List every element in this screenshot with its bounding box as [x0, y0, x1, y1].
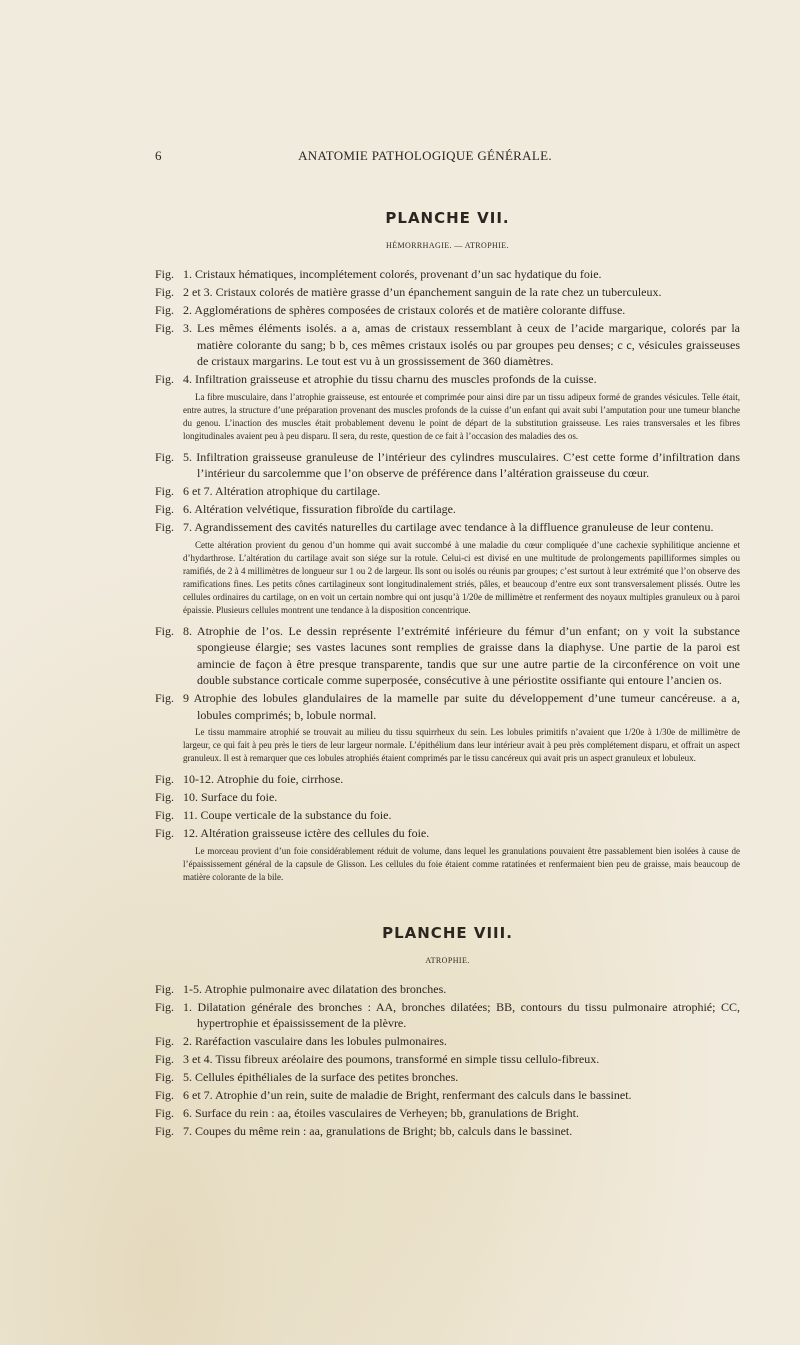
- figure-caption: [155, 519, 740, 536]
- plate-subtitle: HÉMORRHAGIE. — ATROPHIE.: [386, 241, 509, 250]
- figure-label: Fig.: [155, 772, 175, 786]
- figure-text: 12. Altération graisseuse ictère des cellules du foie.: [183, 826, 430, 840]
- figure-text: 1. Cristaux hématiques, incomplétement colorés, provenant d’un sac hydatique du foie.: [183, 267, 602, 281]
- section-gap: [155, 890, 740, 918]
- running-head: [155, 148, 655, 164]
- figure-note: Cette altération provient du genou d’un homme qui avait succombé à une maladie du cœur compliquée d’une cachexie syphilitique ancienne et d’hydarthrose. L’altération du cartilage avait son siége sur la rotule. Celui-ci est divisé en une multitude de prolongements papilliformes simples ou ramifiés, de 2 à 4 millimètres de longueur sur 1 ou 2 de largeur. Ils sont ou isolés ou réunis par groupes; c’est surtout à leur extrémité que l’on observe des ramifications fines. Les petits cônes cartilagineux sont longitudinalement striés, pâles, et beaucoup d’entre eux sont transversalement plissés. Outre les cellules ordinaires du cartilage, on en voit un certain nombre qui ont jusqu’à 1/20e de millimètre et renferment des noyaux multiples granuleux ou à paroi épaissie. Plusieurs cellules montrent une tendance à la disposition concentrique.: [183, 539, 740, 615]
- figure-label: Fig.: [155, 520, 175, 534]
- figure-text: 11. Coupe verticale de la substance du foie.: [183, 808, 392, 822]
- figure-text: 2. Raréfaction vasculaire dans les lobules pulmonaires.: [183, 1034, 447, 1048]
- plate-section: [155, 924, 740, 1140]
- plate-title: PLANCHE VII.: [385, 209, 510, 227]
- figure-caption: [155, 284, 740, 301]
- figure-text: 8. Atrophie de l’os. Le dessin représente l’extrémité inférieure du fémur d’un enfant; on y voit la substance spongieuse élargie; ses vastes lacunes sont remplies de graisse dans la diaphyse. Une partie de la paroi est amincie de façon à être presque transparente, tandis que sur une autre partie de la circonférence on voit une double substance corticale comme superposée, consécutive à une périostite ossifiante qui entoure l’ancien os.: [183, 623, 740, 687]
- figure-label: Fig.: [155, 808, 175, 822]
- figure-text: 6. Altération velvétique, fissuration fibroïde du cartilage.: [183, 502, 456, 516]
- figure-label: Fig.: [155, 285, 175, 299]
- figure-caption: [155, 1087, 740, 1104]
- figure-caption: [155, 690, 740, 723]
- figure-text: 2 et 3. Cristaux colorés de matière grasse d’un épanchement sanguin de la rate chez un tuberculeux.: [183, 285, 662, 299]
- figure-text: 10-12. Atrophie du foie, cirrhose.: [183, 772, 344, 786]
- figure-caption: [155, 623, 740, 689]
- figure-caption: [155, 1105, 740, 1122]
- plate-section: [155, 209, 740, 884]
- figure-label: Fig.: [155, 1052, 175, 1066]
- figure-caption: [155, 449, 740, 482]
- figure-text: 5. Cellules épithéliales de la surface des petites bronches.: [183, 1070, 459, 1084]
- figure-label: Fig.: [155, 321, 175, 335]
- figure-text: 1. Dilatation générale des bronches : AA, bronches dilatées; BB, contours du tissu pulmonaire atrophié; CC, hypertrophie et épaississement de la plèvre.: [183, 999, 740, 1030]
- figure-text: 5. Infiltration graisseuse granuleuse de l’intérieur des cylindres musculaires. C’est cette forme d’infiltration dans l’intérieur du sarcolemme que l’on observe de préférence dans l’altération graisseuse du cœur.: [183, 449, 740, 480]
- figure-note: Le tissu mammaire atrophié se trouvait au milieu du tissu squirrheux du sein. Les lobules primitifs n’avaient que 1/20e à 1/30e de millimètre de largeur, ce qui fait à peu près le tiers de leur largeur normale. L’épithélium dans leur intérieur avait à peu près complétement disparu, et offrait un aspect granuleux. Il est à remarquer que ces lobules atrophiés étaient comprimés par le tissu cancéreux qui avait pris un aspect granuleux et lobuleux.: [183, 727, 740, 763]
- figure-text: 9 Atrophie des lobules glandulaires de la mamelle par suite du développement d’une tumeur cancéreuse. a a, lobules comprimés; b, lobule normal.: [183, 691, 740, 722]
- figure-label: Fig.: [155, 999, 175, 1014]
- figure-text: 6 et 7. Altération atrophique du cartilage.: [183, 484, 381, 498]
- figure-label: Fig.: [155, 623, 175, 638]
- figure-caption: [155, 789, 740, 806]
- figure-caption: [155, 266, 740, 283]
- figure-label: Fig.: [155, 1088, 175, 1102]
- figure-text: 6 et 7. Atrophie d’un rein, suite de maladie de Bright, renfermant des calculs dans le bassinet.: [183, 1088, 632, 1102]
- figure-text: 1-5. Atrophie pulmonaire avec dilatation des bronches.: [183, 981, 447, 996]
- figure-label: Fig.: [155, 1070, 175, 1084]
- figure-text: 4. Infiltration graisseuse et atrophie du tissu charnu des muscles profonds de la cuisse.: [183, 372, 597, 386]
- figure-note: Le morceau provient d’un foie considérablement réduit de volume, dans lequel les granulations pouvaient être passablement bien isolées à cause de l’épaississement général de la capsule de Glisson. Les cellules du foie étaient comme ratatinées et renfermaient bien peu de graisse, mais beaucoup de matière colorante de la bile.: [183, 845, 740, 882]
- page-number: 6: [155, 148, 162, 163]
- figure-text: 7. Agrandissement des cavités naturelles du cartilage avec tendance à la diffluence granuleuse de leur contenu.: [183, 520, 714, 534]
- figure-caption: [155, 302, 740, 319]
- figure-label: Fig.: [155, 1124, 175, 1138]
- figure-text: 7. Coupes du même rein : aa, granulations de Bright; bb, calculs dans le bassinet.: [183, 1124, 573, 1138]
- figure-caption: [155, 825, 740, 842]
- figure-label: Fig.: [155, 303, 175, 317]
- figure-text: 2. Agglomérations de sphères composées de cristaux colorés et de matière colorante diffuse.: [183, 303, 626, 317]
- figure-caption: [155, 981, 740, 998]
- figure-caption: [155, 1051, 740, 1068]
- figure-text: 3 et 4. Tissu fibreux aréolaire des poumons, transformé en simple tissu cellulo-fibreux.: [183, 1052, 600, 1066]
- figure-label: Fig.: [155, 1106, 175, 1120]
- figure-text: 6. Surface du rein : aa, étoiles vasculaires de Verheyen; bb, granulations de Bright.: [183, 1106, 579, 1120]
- running-title: ANATOMIE PATHOLOGIQUE GÉNÉRALE.: [298, 148, 552, 163]
- figure-label: Fig.: [155, 1034, 175, 1048]
- figure-label: Fig.: [155, 267, 175, 281]
- figure-text: 3. Les mêmes éléments isolés. a a, amas de cristaux ressemblant à ceux de l’acide margarique, colorés par la matière colorante du sang; b b, ces mêmes cristaux isolés ou par groupes peu denses; c c, vésicules graisseuses de cristaux margarins. Le tout est vu à un grossissement de 360 diamètres.: [183, 321, 740, 368]
- plate-subtitle: ATROPHIE.: [425, 955, 470, 965]
- figure-caption: [155, 807, 740, 824]
- figure-caption: [155, 1123, 740, 1140]
- figure-caption: [155, 320, 740, 370]
- figure-label: Fig.: [155, 826, 175, 840]
- figure-caption: [155, 999, 740, 1032]
- figure-label: Fig.: [155, 502, 175, 516]
- figure-caption: [155, 771, 740, 788]
- plate-title: PLANCHE VIII.: [382, 923, 513, 942]
- figure-caption: [155, 1069, 740, 1086]
- figure-label: Fig.: [155, 449, 175, 464]
- figure-label: Fig.: [155, 372, 175, 386]
- figure-caption: [155, 371, 740, 388]
- figure-note: La fibre musculaire, dans l’atrophie graisseuse, est entourée et comprimée pour ainsi dire par un tissu adipeux formé de grandes vésicules. Telle était, entre autres, la structure d’une préparation provenant des muscles profonds de la cuisse d’un enfant qui avait subi l’amputation pour une tumeur blanche du genou. L’inaction des muscles était probablement devenu le point de départ de la substitution graisseuse. Les raies transversales et les fibres longitudinales avaient peu à peu disparu. Il sera, du reste, question de ce fait à l’occasion des maladies des os.: [183, 391, 740, 441]
- figure-caption: [155, 1033, 740, 1050]
- figure-label: Fig.: [155, 981, 175, 996]
- figure-text: 10. Surface du foie.: [183, 790, 278, 804]
- document-body: [155, 203, 740, 1141]
- figure-label: Fig.: [155, 790, 175, 804]
- figure-label: Fig.: [155, 691, 175, 705]
- figure-caption: [155, 501, 740, 518]
- figure-label: Fig.: [155, 484, 175, 498]
- figure-caption: [155, 483, 740, 500]
